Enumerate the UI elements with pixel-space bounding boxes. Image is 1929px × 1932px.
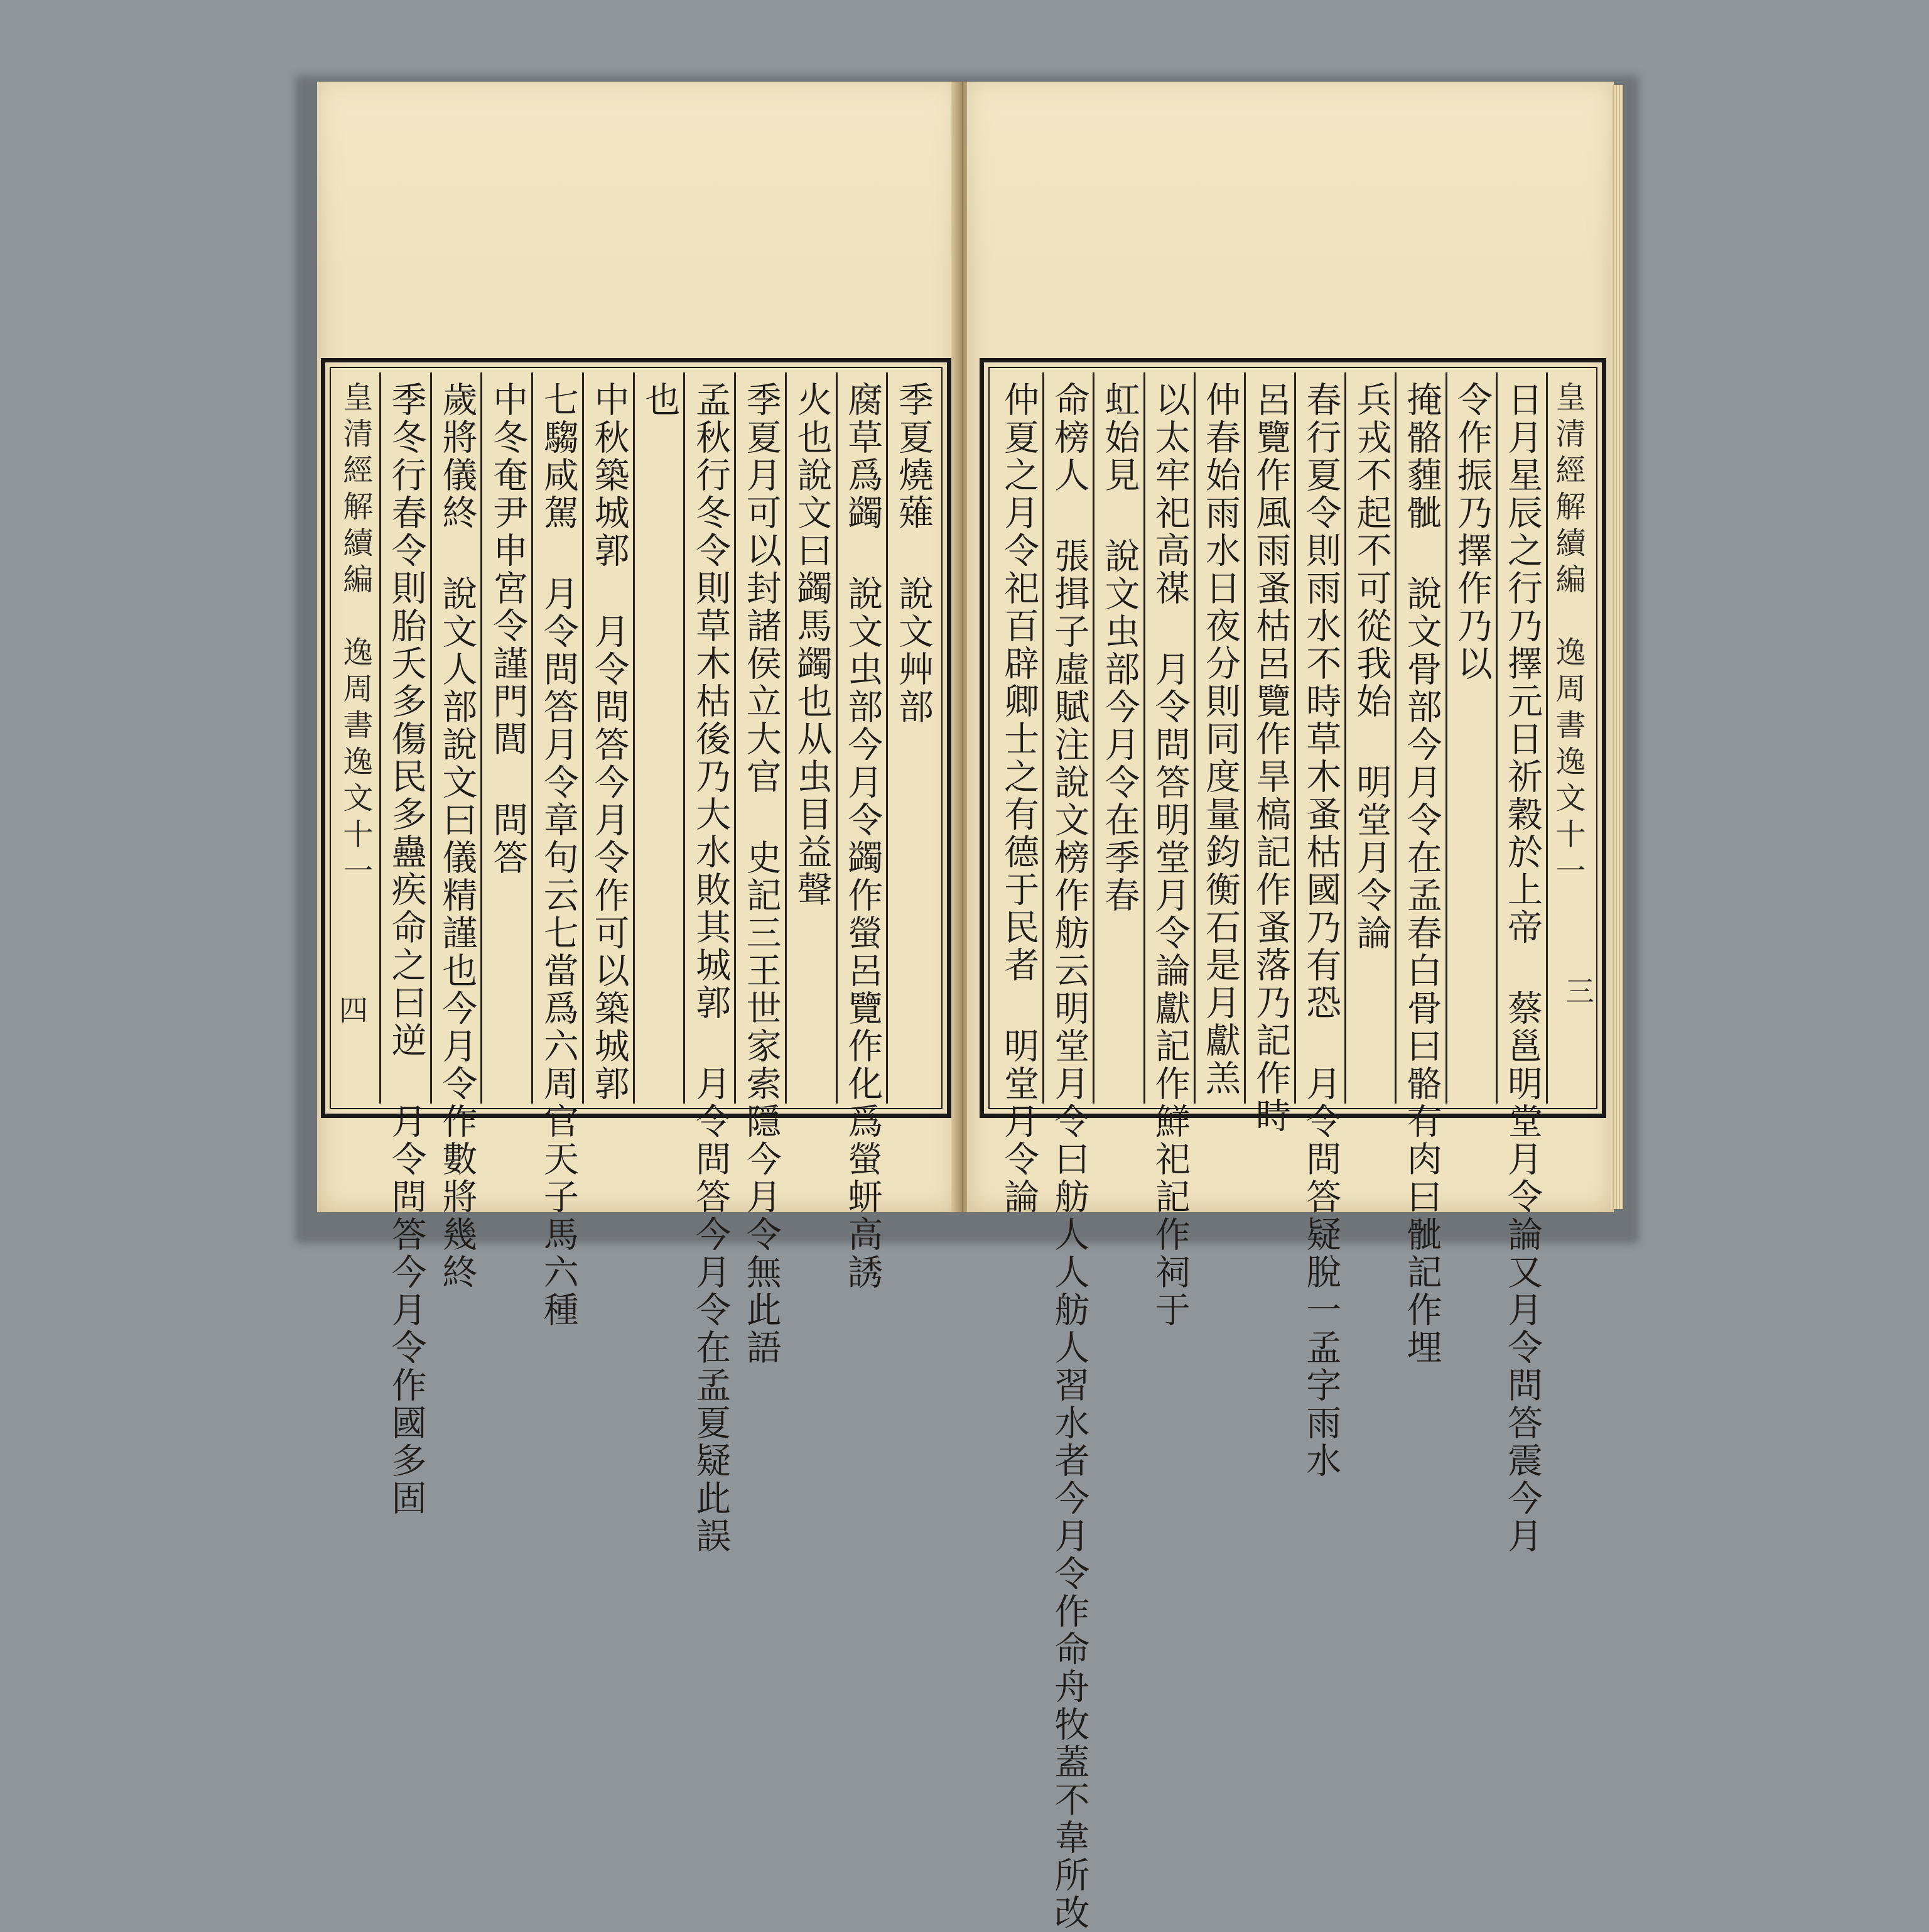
- text-column: 命榜人 張揖子虛賦注說文榜作舫云明堂月令曰舫人人舫人習水者今月令作命舟牧蓋不韋所改: [1042, 372, 1093, 1104]
- text-column: 中秋築城郭 月令問答今月令作可以築城郭: [582, 372, 633, 1104]
- page-top-margin: [967, 82, 1614, 276]
- text-column: 季冬行春令則胎夭多傷民多蠱疾命之曰逆 月令問答今月令作國多固: [379, 372, 430, 1104]
- text-column: 火也說文曰蠲馬蠲也从虫目益聲: [785, 372, 836, 1104]
- section-title: 逸周書逸文十一: [337, 636, 373, 891]
- text-column: 季夏燒薙 說文艸部: [886, 372, 937, 1104]
- text-column: 季夏月可以封諸侯立大官 史記三王世家索隱今月令無此語: [734, 372, 785, 1104]
- page-edges: [1611, 85, 1623, 1209]
- text-column: 七騶咸駕 月令問答月令章句云七當爲六周官天子馬六種: [531, 372, 582, 1104]
- text-column: 日月星辰之行乃擇元日祈穀於上帝 蔡邕明堂月令論又月令問答震今月: [1496, 372, 1546, 1104]
- text-column: 仲夏之月令祀百辟卿士之有德于民者 明堂月令論: [998, 381, 1040, 1216]
- text-column: 掩骼薶骴 說文骨部今月令在孟春白骨曰骼有肉曰骴記作埋: [1395, 372, 1445, 1104]
- text-column: 也: [633, 372, 684, 1104]
- margin-title: 皇清經解續編: [337, 381, 373, 600]
- text-column: 以太牢祀高禖 月令問答明堂月令論獻記作鮮祀記作祠于: [1143, 372, 1194, 1104]
- text-column: 中冬奄尹申宮令謹門閭 問答: [480, 372, 531, 1104]
- text-column: 春行夏令則雨水不時草木蚤枯國乃有恐 月令問答疑脫一孟字雨水: [1294, 372, 1344, 1104]
- text-column: 兵戎不起不可從我始 明堂月令論: [1344, 372, 1395, 1104]
- text-column: 腐草爲蠲 說文虫部今月令蠲作螢呂覽作化爲螢蚈高誘: [836, 372, 887, 1104]
- text-column: 仲春始雨水日夜分則同度量鈞衡石是月獻羔: [1194, 372, 1244, 1104]
- page-number: 四: [335, 995, 369, 1024]
- text-column: 歲將儀終 說文人部說文曰儀精謹也今月令作數將幾終: [430, 372, 481, 1104]
- right-page: [967, 82, 1614, 1932]
- left-page: [317, 82, 958, 1555]
- margin-title: 皇清經解續編: [1550, 381, 1586, 600]
- right-text-frame: [980, 358, 1606, 1932]
- right-columns: [994, 372, 1592, 1932]
- text-column: 呂覽作風雨蚤枯呂覽作旱槁記作蚤落乃記作時: [1244, 372, 1294, 1104]
- text-column: 虹始見 說文虫部今月令在季春: [1093, 372, 1143, 1104]
- margin-title-column: [335, 372, 379, 1104]
- page-number: 三: [1561, 976, 1595, 1005]
- text-column: 孟秋行冬令則草木枯後乃大水敗其城郭 月令問答今月令在孟夏疑此誤: [683, 372, 734, 1104]
- page-top-margin: [317, 82, 958, 276]
- left-text-frame: [321, 358, 951, 1555]
- section-title: 逸周書逸文十一: [1550, 636, 1586, 891]
- left-columns: [335, 372, 937, 1555]
- text-column: 令作振乃擇作乃以: [1445, 372, 1496, 1104]
